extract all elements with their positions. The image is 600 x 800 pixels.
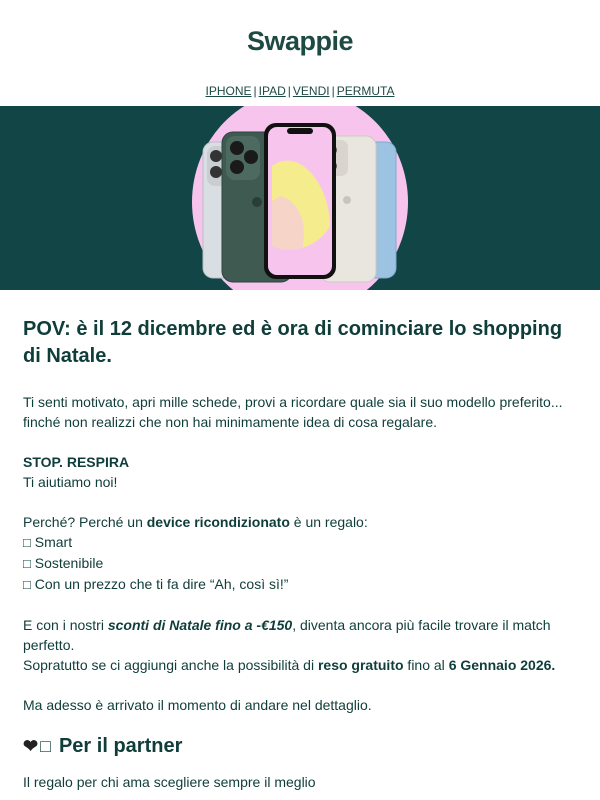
- sale-paragraph: E con i nostri sconti di Natale fino a -€150, diventa ancora più facile trovare il match perfetto.: [23, 617, 551, 653]
- swappie-logo[interactable]: Swappie: [246, 25, 354, 56]
- checkbox-glyph-icon: □: [23, 535, 31, 550]
- glyph-icon: □: [40, 736, 51, 756]
- detail-paragraph: Ma adesso è arrivato il momento di andare nel dettaglio.: [23, 697, 372, 713]
- intro-paragraph: Ti senti motivato, apri mille schede, provi a ricordare quale sia il suo modello preferito... finché non realizzi che non hai minimamente idea di cosa regalare.: [23, 394, 563, 430]
- stop-subtext: Ti aiutiamo noi!: [23, 474, 118, 490]
- nav-link-iphone[interactable]: IPHONE: [205, 84, 252, 98]
- device-ricondizionato-text: device ricondizionato: [146, 514, 290, 530]
- email-title: POV: è il 12 dicembre ed è ora di cominciare lo shopping di Natale.: [23, 318, 563, 367]
- email-header: [0, 0, 600, 82]
- bullet-item: □ Smart: [23, 532, 577, 553]
- checkbox-glyph-icon: □: [23, 556, 31, 571]
- return-paragraph: Sopratutto se ci aggiungi anche la possibilità di reso gratuito fino al 6 Gennaio 2026.: [23, 657, 556, 673]
- nav-link-ipad[interactable]: IPAD: [258, 84, 286, 98]
- why-paragraph: Perché? Perché un device ricondizionato è un regalo:: [23, 514, 368, 530]
- stop-heading: STOP. RESPIRA: [23, 454, 130, 470]
- sale-discount-text: sconti di Natale fino a -€150: [107, 617, 293, 633]
- cut-off-text: Il regalo per chi ama scegliere sempre il meglio: [23, 774, 316, 790]
- bullet-item: □ Con un prezzo che ti fa dire “Ah, così sì!”: [23, 574, 577, 595]
- top-nav: IPHONE | IPAD | VENDI | PERMUTA: [205, 84, 395, 98]
- hero-banner[interactable]: [0, 106, 600, 290]
- nav-link-vendi[interactable]: VENDI: [292, 84, 330, 98]
- checkbox-glyph-icon: □: [23, 577, 31, 592]
- bullet-item: □ Sostenibile: [23, 553, 577, 574]
- hero-phones-image: [0, 106, 600, 290]
- heart-icon: ❤: [23, 736, 39, 756]
- email-body: [0, 316, 600, 794]
- nav-link-permuta[interactable]: PERMUTA: [336, 84, 395, 98]
- section-heading-partner: ❤ □ Per il partner: [23, 735, 183, 757]
